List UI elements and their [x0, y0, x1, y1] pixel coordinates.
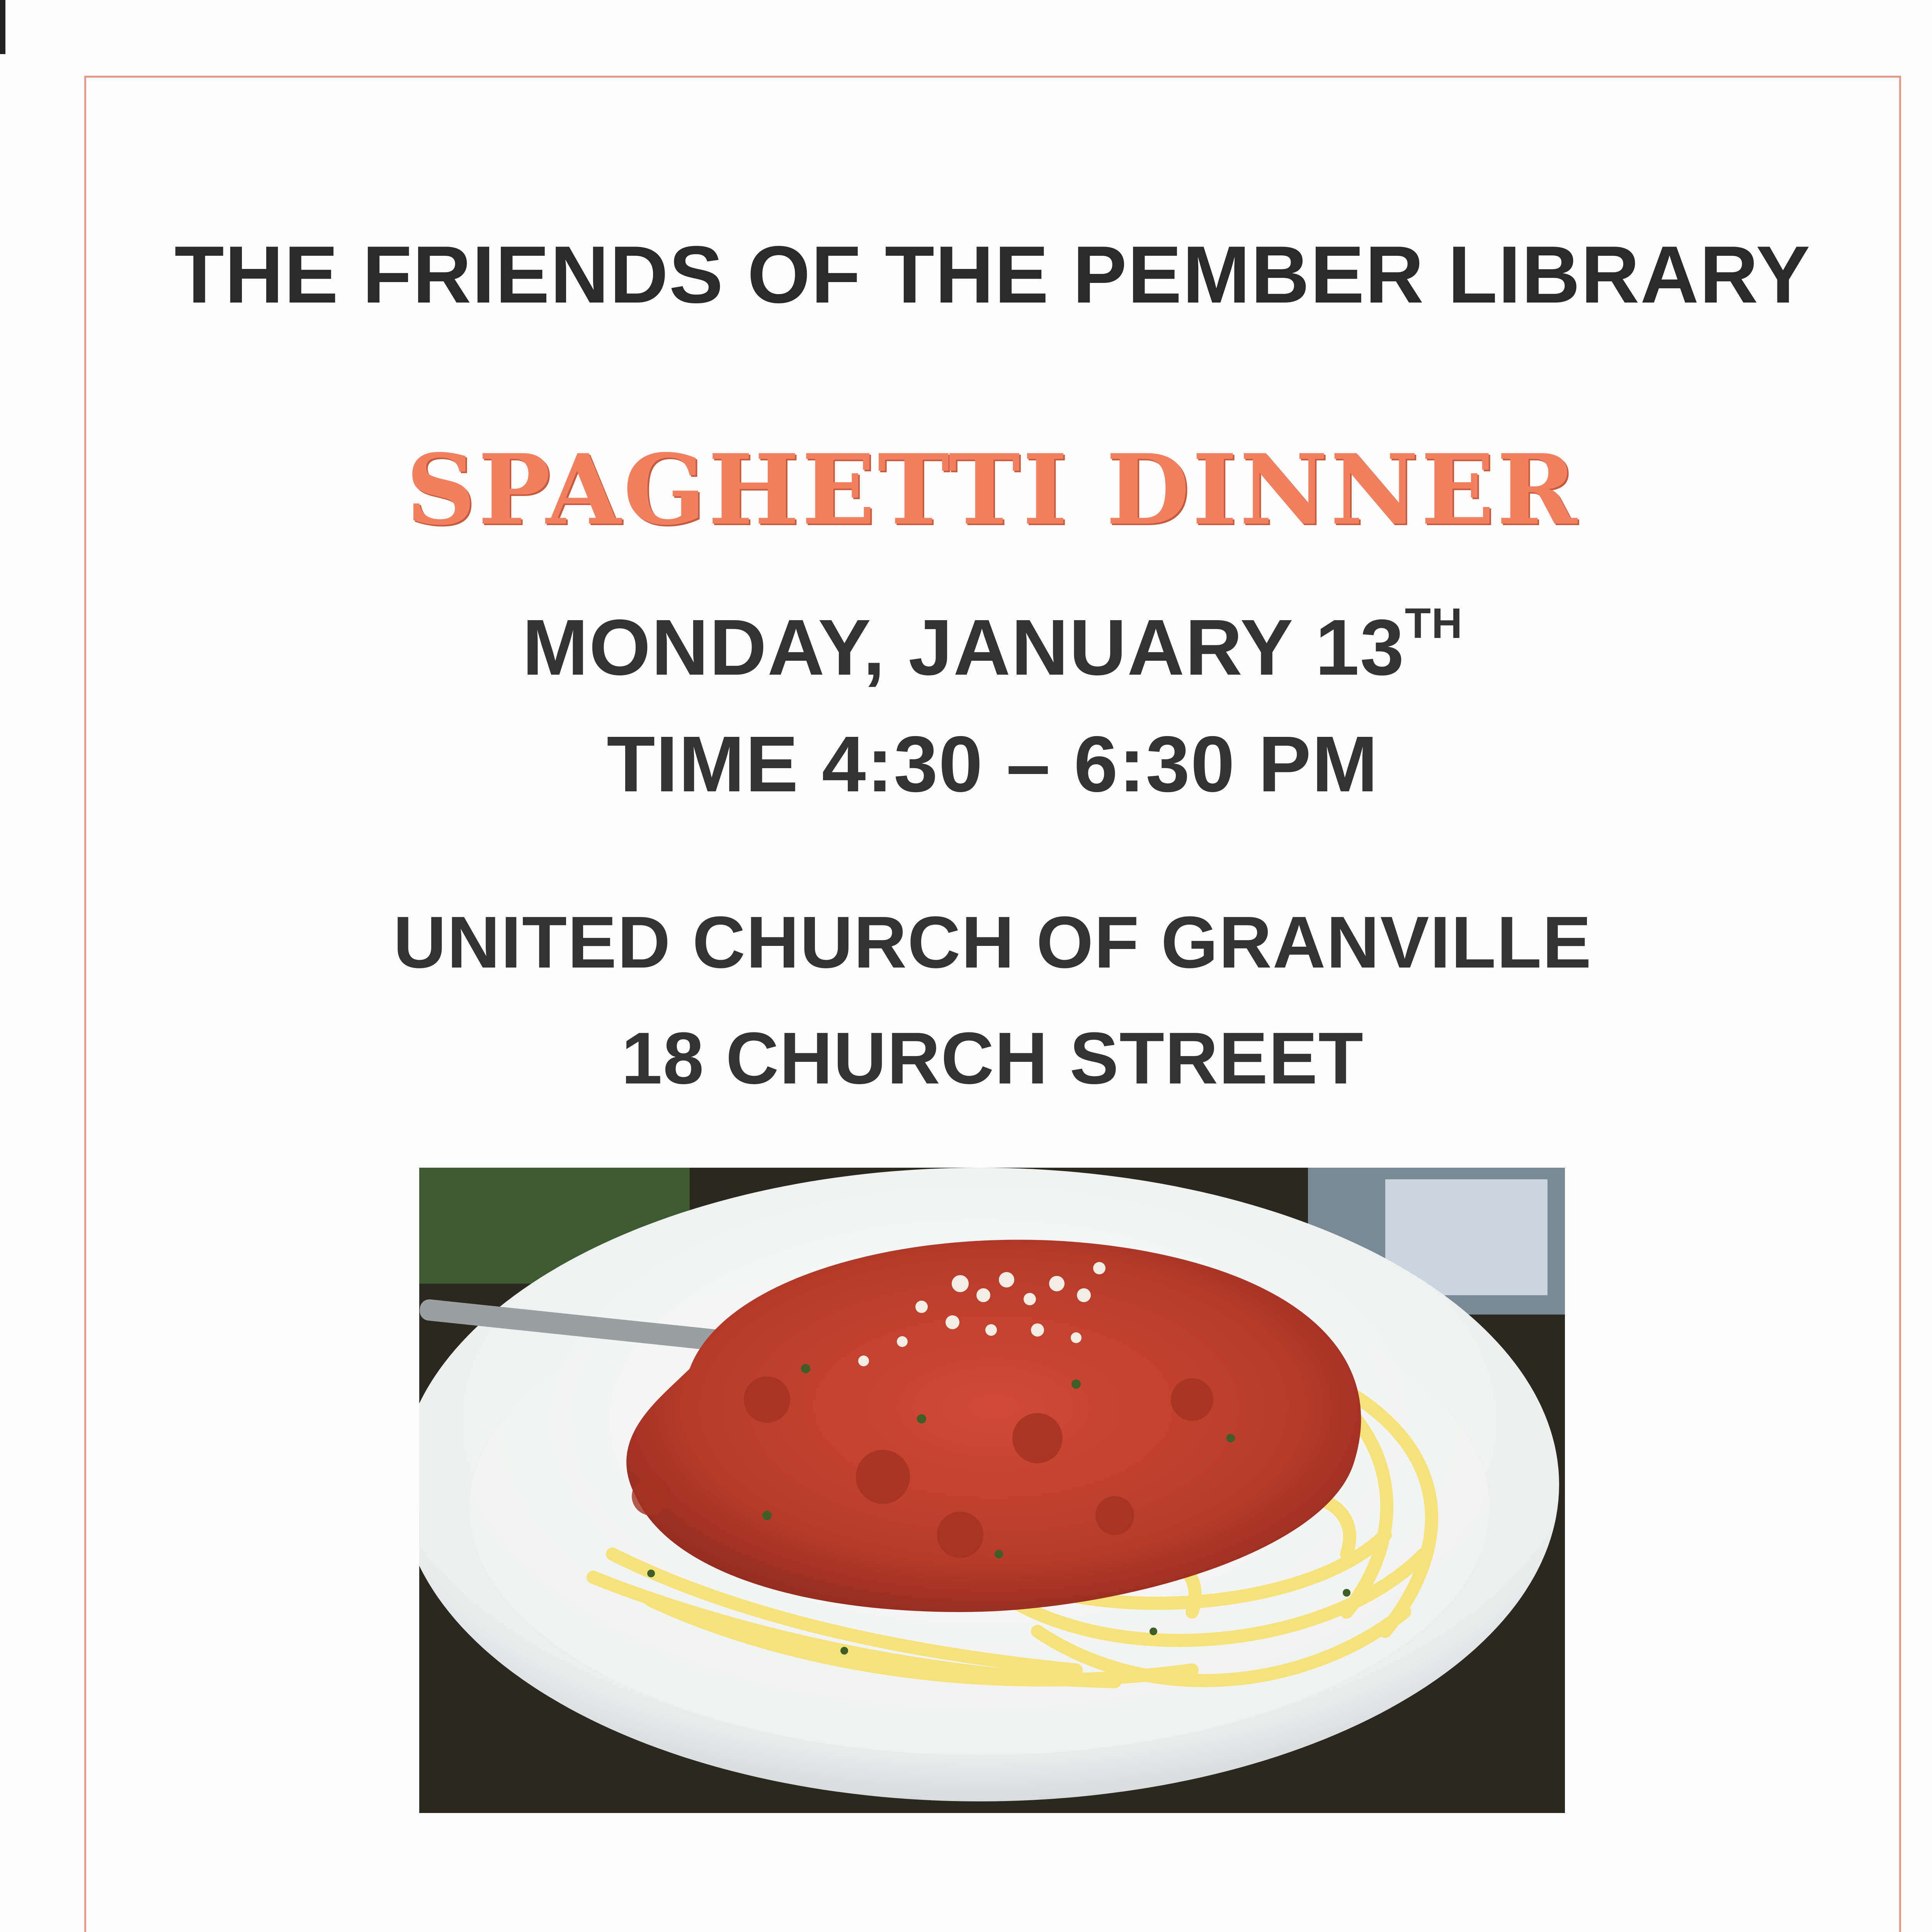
venue-address: 18 CHURCH STREET	[621, 1017, 1364, 1099]
event-time: TIME 4:30 – 6:30 PM	[607, 720, 1379, 808]
event-title: SPAGHETTI DINNER	[406, 433, 1580, 546]
organization-heading: THE FRIENDS OF THE PEMBER LIBRARY	[174, 229, 1811, 320]
event-date-text: MONDAY, JANUARY 13	[522, 603, 1405, 692]
event-date-suffix: TH	[1405, 600, 1463, 647]
event-date	[84, 599, 1901, 693]
venue-name: UNITED CHURCH OF GRANVILLE	[393, 901, 1592, 983]
spaghetti-illustration	[419, 1168, 1565, 1813]
scan-edge-mark	[0, 0, 5, 54]
spaghetti-photo	[419, 1168, 1565, 1813]
